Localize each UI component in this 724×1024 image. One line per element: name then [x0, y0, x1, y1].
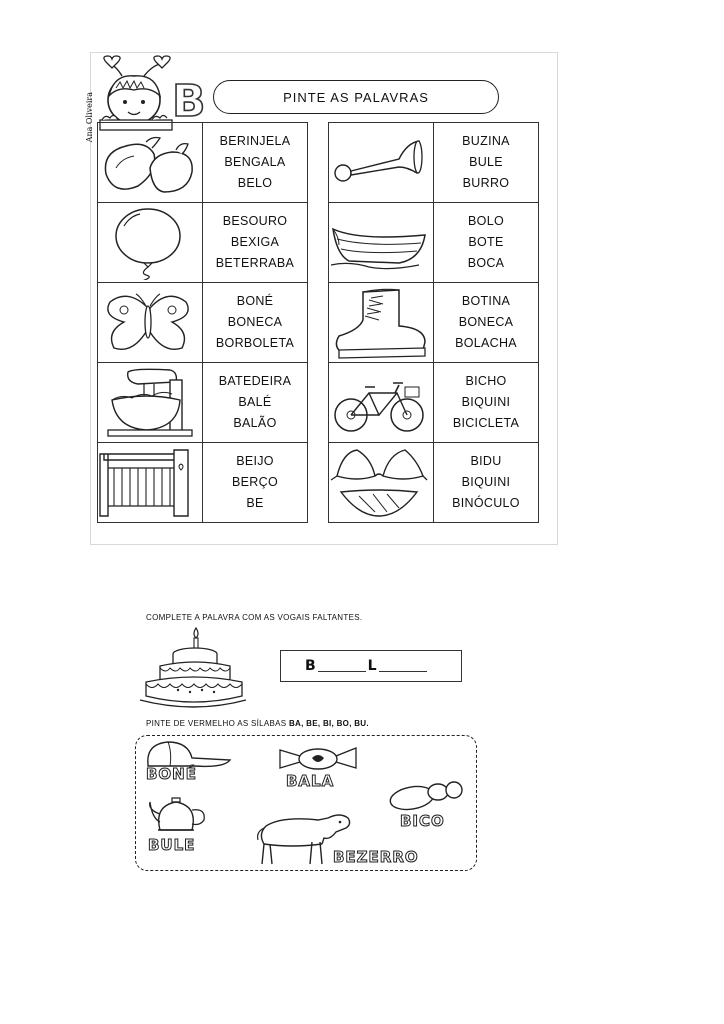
- word-list-cell: [434, 123, 539, 203]
- word-option[interactable]: BOCA: [467, 256, 505, 270]
- word-bico[interactable]: BICO: [400, 812, 445, 830]
- word-option[interactable]: BALÃO: [233, 416, 277, 430]
- eggplant-icon: [98, 123, 203, 203]
- right-word-table: [328, 122, 539, 523]
- word-list-cell: [203, 443, 308, 523]
- right-table-row: [329, 443, 539, 523]
- author-credit: Ana Oliveira: [85, 92, 94, 143]
- word-option[interactable]: BOLO: [468, 214, 504, 228]
- word-option[interactable]: BONECA: [227, 315, 283, 329]
- pacifier-icon: [386, 778, 466, 812]
- word-option[interactable]: BE: [246, 496, 264, 510]
- word-list-cell: [203, 203, 308, 283]
- word-option[interactable]: BEXIGA: [230, 235, 280, 249]
- right-table-row: [329, 203, 539, 283]
- mixer-icon: [98, 363, 203, 443]
- right-table-row: [329, 123, 539, 203]
- word-bule[interactable]: BULE: [148, 836, 196, 854]
- letter-b-title: B: [172, 76, 206, 127]
- word-option[interactable]: BICICLETA: [452, 416, 520, 430]
- left-table-row: [98, 443, 308, 523]
- word-option[interactable]: BEIJO: [236, 454, 274, 468]
- word-bezerro[interactable]: BEZERRO: [333, 848, 419, 866]
- complete-instruction: COMPLETE A PALAVRA COM AS VOGAIS FALTANTES.: [146, 613, 363, 622]
- word-option[interactable]: BURRO: [462, 176, 510, 190]
- word-option[interactable]: BINÓCULO: [452, 496, 520, 510]
- word-option[interactable]: BOLACHA: [455, 336, 517, 350]
- syllable-instruction: [146, 719, 369, 728]
- word-option[interactable]: BICHO: [465, 374, 507, 388]
- word-option[interactable]: BOTE: [468, 235, 504, 249]
- word-option[interactable]: BATEDEIRA: [218, 374, 292, 388]
- word-list-cell: [434, 363, 539, 443]
- left-table-row: [98, 123, 308, 203]
- balloon-icon: [98, 203, 203, 283]
- butterfly-icon: [98, 283, 203, 363]
- word-list-cell: [434, 203, 539, 283]
- word-bone[interactable]: BONÉ: [146, 765, 197, 783]
- word-option[interactable]: BESOURO: [222, 214, 288, 228]
- right-table-row: [329, 283, 539, 363]
- word-bala[interactable]: BALA: [286, 772, 335, 790]
- fill-letter-b: B: [305, 658, 316, 674]
- fill-letter-l: L: [367, 658, 377, 674]
- word-option[interactable]: BIQUINI: [461, 475, 511, 489]
- left-table-row: [98, 283, 308, 363]
- bikini-icon: [329, 443, 434, 523]
- crib-icon: [98, 443, 203, 523]
- candy-icon: [278, 744, 358, 772]
- word-list-cell: [203, 283, 308, 363]
- word-option[interactable]: BULE: [469, 155, 503, 169]
- syllable-instruction-text: PINTE DE VERMELHO AS SÍLABAS: [146, 719, 287, 728]
- word-option[interactable]: BALÉ: [238, 395, 272, 409]
- left-table-row: [98, 363, 308, 443]
- word-option[interactable]: BONECA: [458, 315, 514, 329]
- birthday-cake-icon: [138, 626, 248, 710]
- word-option[interactable]: BELO: [237, 176, 273, 190]
- word-option[interactable]: BERINJELA: [219, 134, 291, 148]
- word-option[interactable]: BUZINA: [462, 134, 510, 148]
- word-list-cell: [203, 363, 308, 443]
- word-option[interactable]: BENGALA: [224, 155, 286, 169]
- left-table-row: [98, 203, 308, 283]
- word-option[interactable]: BERÇO: [232, 475, 278, 489]
- word-list-cell: [203, 123, 308, 203]
- word-option[interactable]: BETERRABA: [215, 256, 295, 270]
- left-word-table: [97, 122, 308, 523]
- word-option[interactable]: BOTINA: [461, 294, 511, 308]
- teapot-icon: [146, 792, 210, 834]
- word-option[interactable]: BIDU: [470, 454, 502, 468]
- boot-icon: [329, 283, 434, 363]
- word-list-cell: [434, 443, 539, 523]
- fill-word-box[interactable]: [280, 650, 462, 682]
- word-option[interactable]: BONÉ: [236, 294, 274, 308]
- word-list-cell: [434, 283, 539, 363]
- bicycle-icon: [329, 363, 434, 443]
- horn-icon: [329, 123, 434, 203]
- child-mascot-icon: [94, 54, 176, 132]
- blank-vowel-2[interactable]: [379, 660, 427, 672]
- page-title: PINTE AS PALAVRAS: [213, 80, 499, 114]
- syllable-list: BA, BE, BI, BO, BU.: [288, 719, 369, 728]
- boat-icon: [329, 203, 434, 283]
- word-option[interactable]: BORBOLETA: [215, 336, 295, 350]
- cap-icon: [144, 738, 234, 768]
- right-table-row: [329, 363, 539, 443]
- word-option[interactable]: BIQUINI: [461, 395, 511, 409]
- blank-vowel-1[interactable]: [318, 660, 366, 672]
